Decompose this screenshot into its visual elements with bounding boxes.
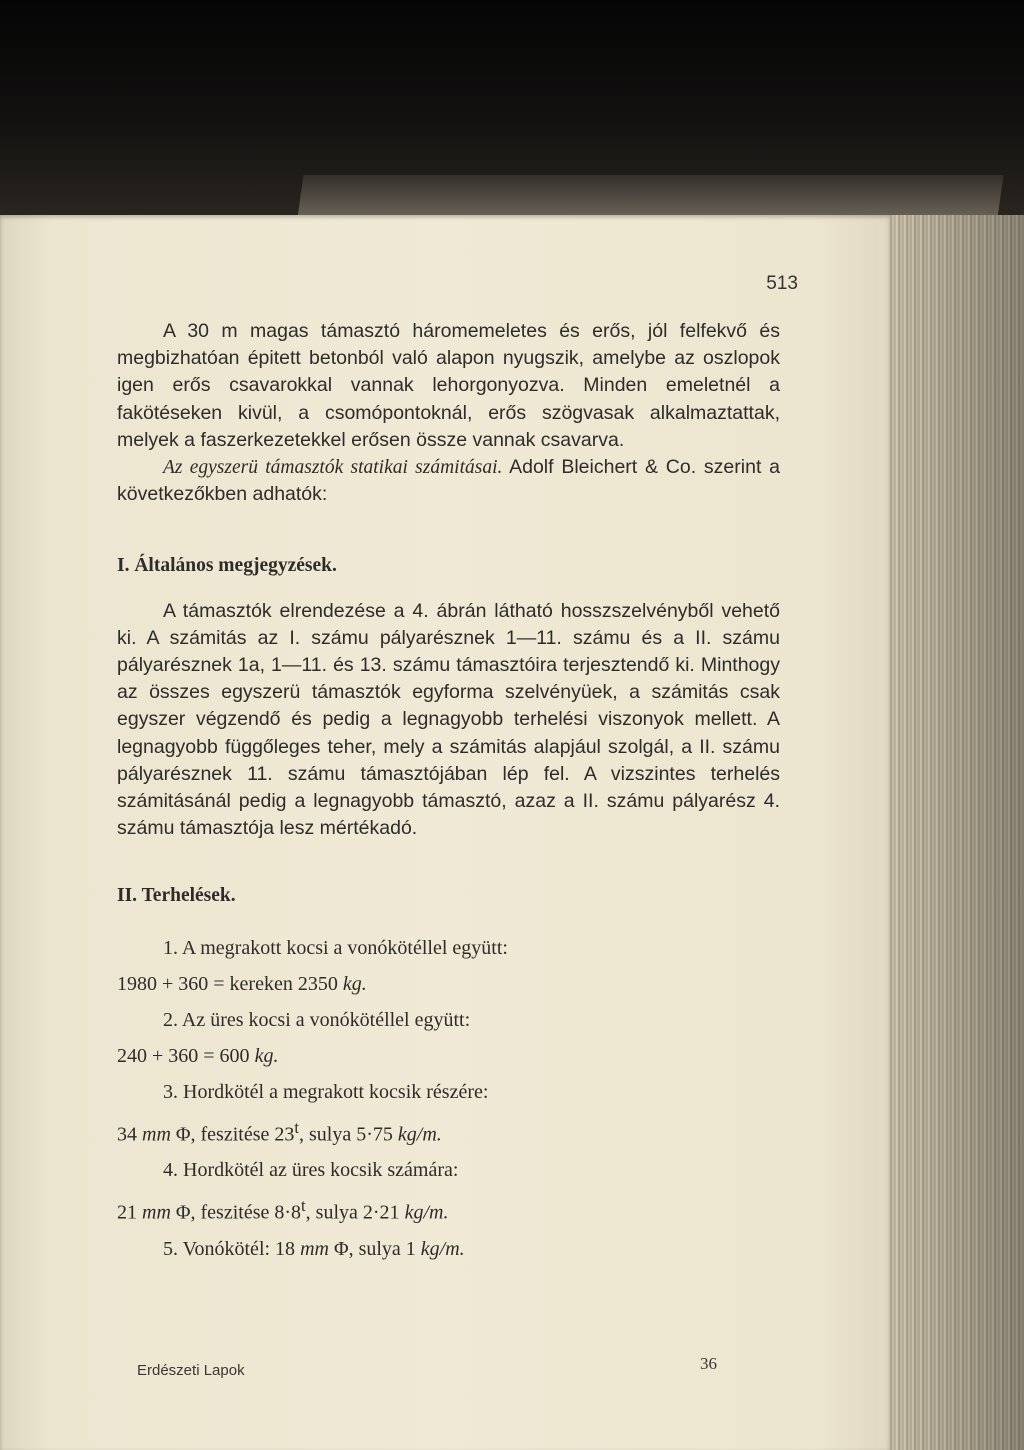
paragraph-1: A 30 m magas támasztó háromemeletes és erős, jól felfekvő és megbizhatóan épitett betonból való alapon nyugszik, amelybe az oszlopok igen erős csavarokkal vannak lehorgonyozva. Minden emeletnél a fakötéseken kivül, a csomópontoknál, erős szögvasak alkalmaztattak, melyek a faszerkezetekkel erősen össze vannak csavarva.	[117, 320, 780, 451]
journal-name: Erdészeti Lapok	[137, 1362, 245, 1379]
loads-list	[117, 930, 780, 1267]
load-item-5: 5. Vonókötél: 18 mm Φ, sulya 1 kg/m.	[163, 1237, 465, 1260]
formula-1: 1980 + 360 = kereken 2350 kg.	[117, 972, 367, 995]
formula-2: 240 + 360 = 600 kg.	[117, 1044, 279, 1067]
paragraph-3: A támasztók elrendezése a 4. ábrán látható hosszszelvényből vehető ki. A számitás az I. számu pályarésznek 1—11. számu és a II. számu pályarésznek 1a, 1—11. és 13. számu támasztóira terjesztendő ki. Minthogy az összes egyszerü támasztók egyforma szelvényüek, a számitás csak egyszer végzendő és pedig a legnagyobb terhelési viszonyok mellett. A legnagyobb függőleges teher, mely a számitás alapjául szolgál, a II. számu pályarésznek 11. számu támasztójában lép fel. A vizszintes terhelés számitásánál pedig a legnagyobb támasztó, azaz a II. számu pályarész 4. számu támasztója lesz mértékadó.	[117, 599, 780, 840]
sheet-signature: 36	[700, 1354, 717, 1373]
paragraph-2-title: Az egyszerü támasztók statikai számitásai.	[163, 457, 503, 479]
page-number: 513	[766, 273, 798, 294]
load-item-1: 1. A megrakott kocsi a vonókötéllel együtt:	[163, 936, 508, 959]
paragraph-2	[117, 454, 780, 508]
formula-4: 21 mm Φ, feszitése $8\cdot 8^t$, sulya 2·21 kg/m.	[117, 1196, 449, 1224]
load-item-3: 3. Hordkötél a megrakott kocsik részére:	[163, 1080, 489, 1103]
paragraph-2-text: Adolf Bleichert & Co. szerint a következőkben adhatók:	[117, 456, 780, 506]
formula-3: 34 mm Φ, feszitése 23$^t$, sulya 5·75 kg/m.	[117, 1117, 442, 1146]
load-item-2: 2. Az üres kocsi a vonókötéllel együtt:	[163, 1008, 471, 1031]
section-heading-1: I. Általános megjegyzések.	[117, 555, 337, 577]
load-item-4: 4. Hordkötél az üres kocsik számára:	[163, 1159, 459, 1182]
main-text	[117, 318, 780, 1267]
page-stack-shade	[885, 215, 1024, 1450]
section-heading-2: II. Terhelések.	[117, 885, 236, 907]
